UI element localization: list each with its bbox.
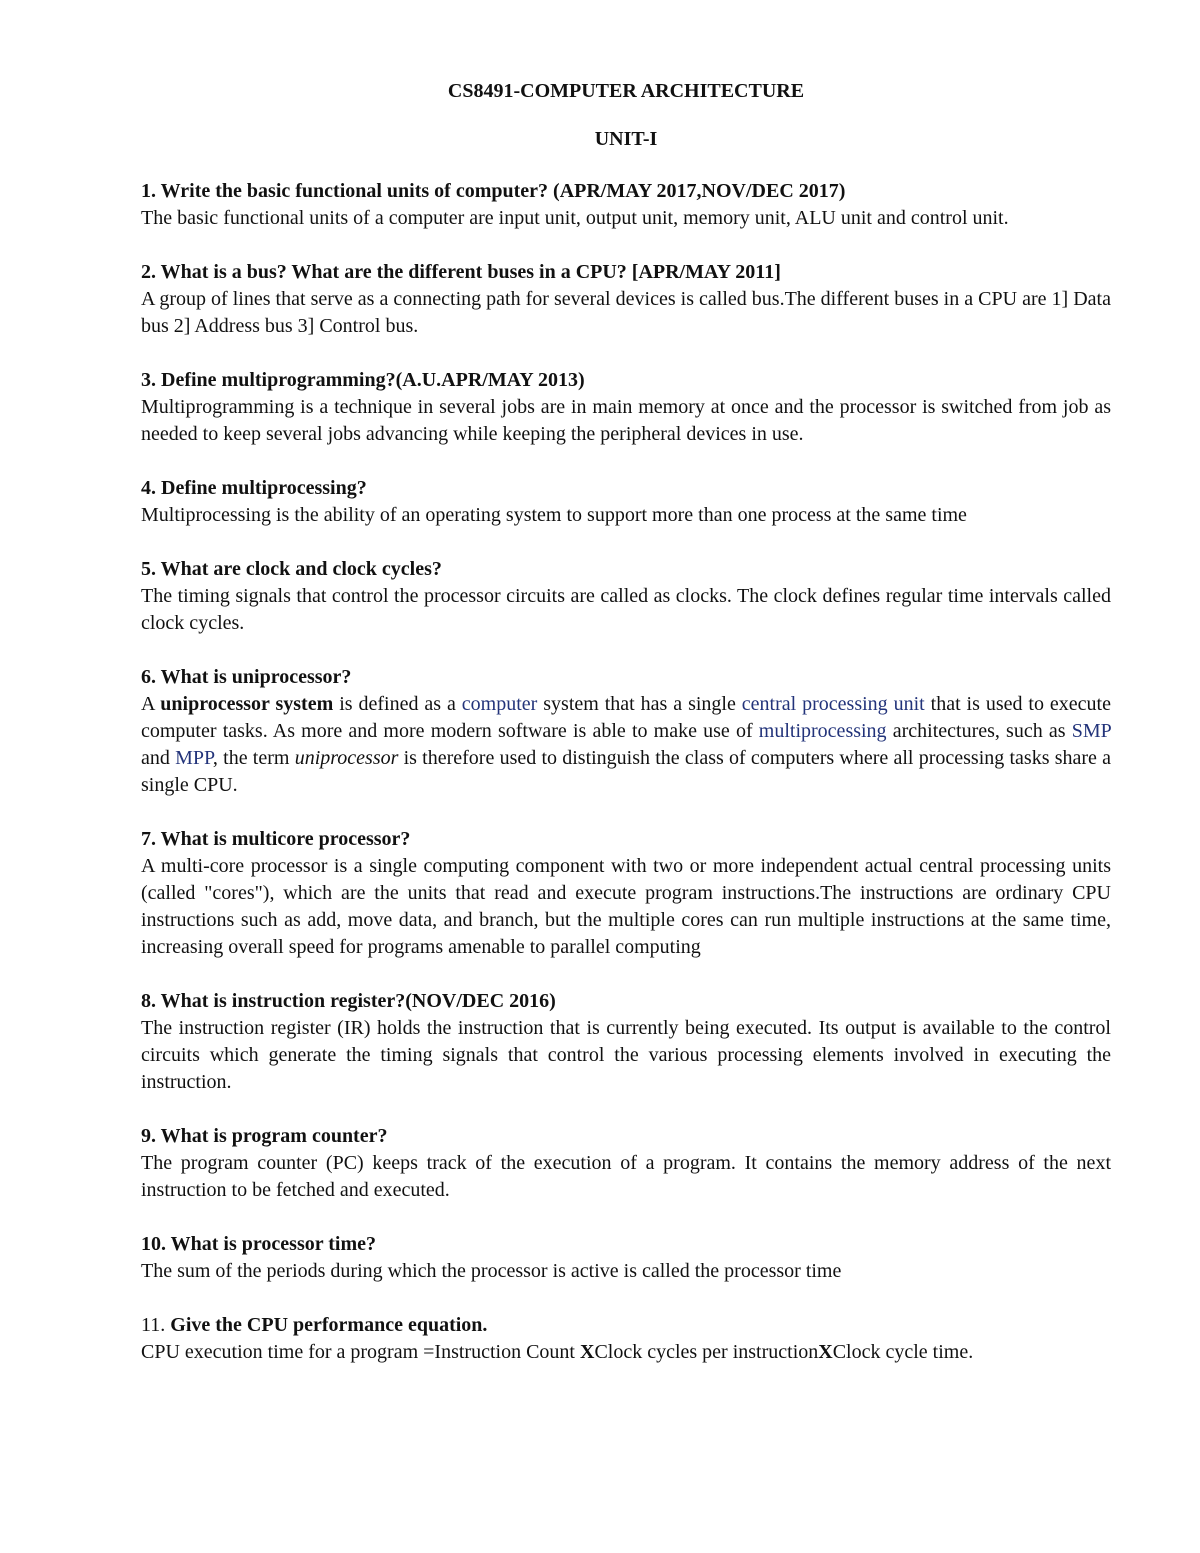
answer-3: Multiprogramming is a technique in several jobs are in main memory at once and the processor is switched from job as needed to keep several jobs advancing while keeping the peripheral devices in use. [141,396,1111,445]
question-11 [141,1312,1111,1339]
question-10: 10. What is processor time? [141,1233,376,1255]
multiply-sign: X [579,1341,595,1363]
answer-6-text: architectures, such as [886,720,1072,742]
answer-11-text: Clock cycles per instruction [594,1341,819,1363]
qa-item-11 [141,1312,1111,1366]
question-7: 7. What is multicore processor? [141,828,411,850]
answer-11-text: CPU execution time for a program =Instruction Count [141,1341,580,1363]
answer-11-text: Clock cycle time. [832,1341,974,1363]
answer-7: A multi-core processor is a single computing component with two or more independent actual central processing units (called "cores"), which are the units that read and execute program instructions.The instructions are ordinary CPU instructions such as add, move data, and branch, but the multiple cores can run multiple instructions at the same time, increasing overall speed for programs amenable to parallel computing [141,855,1111,958]
answer-6-text: , the term [212,747,295,769]
unit-heading: UNIT-I [594,128,658,150]
question-4: 4. Define multiprocessing? [141,477,367,499]
link-central-processing-unit[interactable]: central processing unit [741,693,925,715]
qa-item-8 [141,988,1111,1096]
answer-6-text: is defined as a [333,693,462,715]
multiply-sign: X [818,1341,833,1363]
answer-10: The sum of the periods during which the processor is active is called the processor time [141,1260,842,1282]
answer-6-text: that is used to execute computer tasks. As more and more modern software is able to make use of [141,693,1111,742]
answer-11 [141,1339,1111,1366]
qa-item-7 [141,826,1111,961]
answer-4: Multiprocessing is the ability of an operating system to support more than one process at the same time [141,504,967,526]
qa-item-2 [141,259,1111,340]
question-5: 5. What are clock and clock cycles? [141,558,442,580]
question-11-number: 11. [141,1314,171,1336]
link-computer[interactable]: computer [461,693,538,715]
answer-2: A group of lines that serve as a connecting path for several devices is called bus.The different buses in a CPU are 1] Data bus 2] Address bus 3] Control bus. [141,288,1111,337]
answer-1: The basic functional units of a computer are input unit, output unit, memory unit, ALU unit and control unit. [141,207,1009,229]
answer-6-text: is therefore used to distinguish the class of computers where all processing tasks share a single CPU. [141,747,1111,796]
link-smp[interactable]: SMP [1071,720,1111,742]
question-9: 9. What is program counter? [141,1125,388,1147]
question-8: 8. What is instruction register?(NOV/DEC 2016) [141,990,556,1012]
answer-6-text: and [141,747,176,769]
question-3: 3. Define multiprogramming?(A.U.APR/MAY 2013) [141,369,585,391]
qa-item-3 [141,367,1111,448]
answer-6 [141,691,1111,799]
question-6: 6. What is uniprocessor? [141,666,352,688]
qa-item-9 [141,1123,1111,1204]
link-mpp[interactable]: MPP [175,747,213,769]
question-1: 1. Write the basic functional units of computer? (APR/MAY 2017,NOV/DEC 2017) [141,180,846,202]
question-2: 2. What is a bus? What are the different buses in a CPU? [APR/MAY 2011] [141,261,781,283]
answer-5: The timing signals that control the processor circuits are called as clocks. The clock defines regular time intervals called clock cycles. [141,585,1111,634]
term-uniprocessor: uniprocessor [294,747,399,769]
document-title: CS8491-COMPUTER ARCHITECTURE [447,80,805,102]
answer-8: The instruction register (IR) holds the instruction that is currently being executed. Its output is available to the control circuits which generate the timing signals that control the various processing elements involved in executing the instruction. [141,1017,1111,1093]
question-11-text: Give the CPU performance equation. [170,1314,488,1336]
answer-9: The program counter (PC) keeps track of the execution of a program. It contains the memory address of the next instruction to be fetched and executed. [141,1152,1111,1201]
document-page [141,78,1111,1393]
qa-item-4 [141,475,1111,529]
qa-item-1 [141,178,1111,232]
answer-6-text: system that has a single [537,693,742,715]
link-multiprocessing[interactable]: multiprocessing [758,720,887,742]
answer-6-text: A [141,693,161,715]
qa-item-5 [141,556,1111,637]
qa-item-10 [141,1231,1111,1285]
term-uniprocessor-system: uniprocessor system [160,693,334,715]
qa-item-6 [141,664,1111,799]
